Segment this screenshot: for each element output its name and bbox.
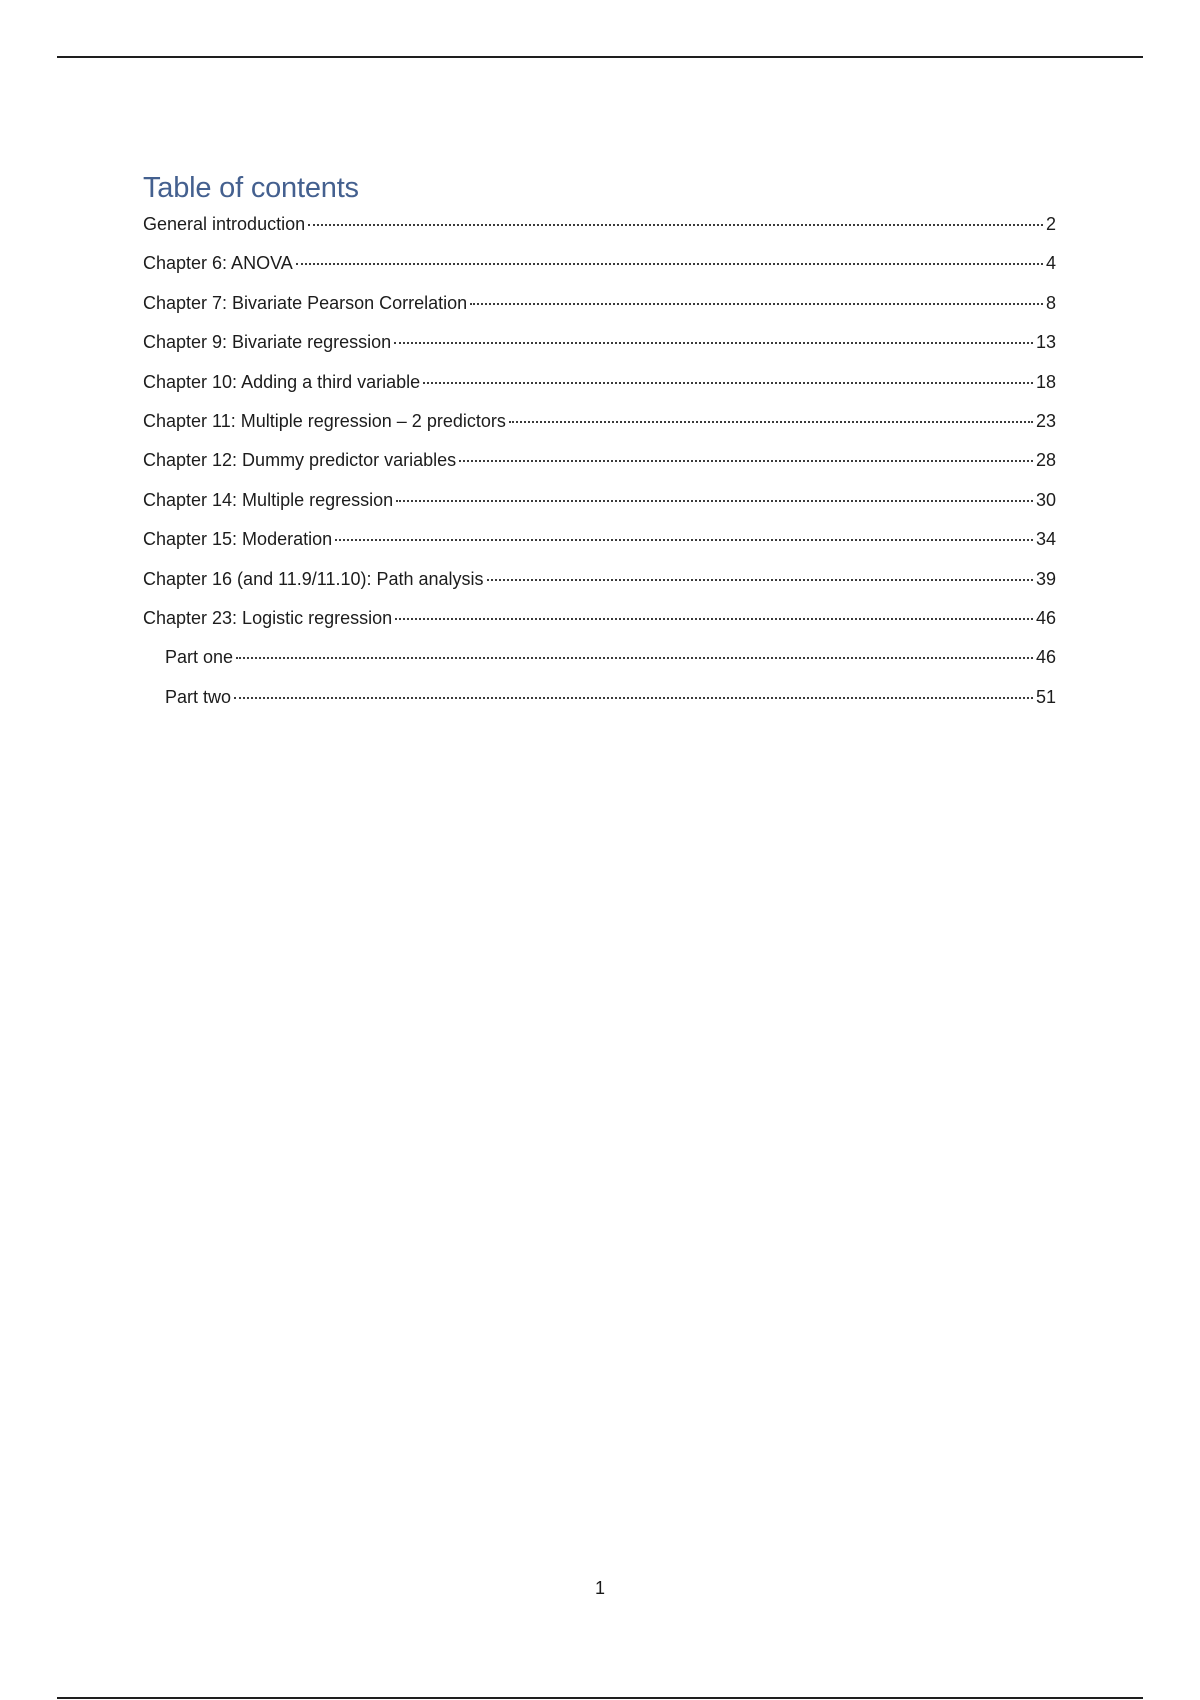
- toc-entry[interactable]: [143, 606, 1056, 645]
- toc-entry[interactable]: [143, 291, 1056, 330]
- toc-entry-label: General introduction: [143, 214, 306, 234]
- toc-entry-label: Chapter 16 (and 11.9/11.10): Path analysis: [143, 568, 484, 589]
- toc-dot-leader: [395, 618, 1033, 620]
- toc-dot-leader: [394, 342, 1033, 344]
- page-number: 1: [594, 1578, 605, 1598]
- toc-entry[interactable]: [143, 448, 1056, 487]
- toc-entry-label: Part one: [165, 647, 234, 668]
- toc-entry[interactable]: [143, 488, 1056, 527]
- toc-entry[interactable]: [143, 251, 1056, 290]
- toc-entry-label: Chapter 6: ANOVA: [143, 253, 293, 274]
- toc-entry-page: 46: [1035, 607, 1056, 628]
- toc-entry[interactable]: [143, 370, 1056, 409]
- toc-entry[interactable]: [143, 409, 1056, 448]
- toc-dot-leader: [335, 539, 1033, 541]
- toc-dot-leader: [487, 579, 1033, 581]
- toc-dot-leader: [236, 657, 1033, 659]
- toc-entry-label: Chapter 14: Multiple regression: [143, 489, 394, 510]
- toc-entry-label: Chapter 7: Bivariate Pearson Correlation: [143, 292, 468, 313]
- toc-entry-label: Chapter 15: Moderation: [143, 529, 333, 550]
- toc-entry-page: 13: [1035, 332, 1056, 353]
- toc-entry-label: Chapter 23: Logistic regression: [143, 607, 393, 628]
- toc-entry-page: 34: [1035, 529, 1056, 550]
- toc-entry-label: Chapter 10: Adding a third variable: [143, 371, 421, 392]
- toc-entry-page: 30: [1035, 489, 1056, 510]
- toc-entry-page: 18: [1035, 371, 1056, 392]
- toc-entry-page: 28: [1035, 450, 1056, 471]
- toc-entry-page: 4: [1045, 253, 1056, 274]
- toc-entry-label: Chapter 11: Multiple regression – 2 predictors: [143, 410, 506, 431]
- toc-entry-page: 2: [1045, 214, 1056, 234]
- toc-dot-leader: [470, 303, 1043, 305]
- toc-entry-page: 51: [1035, 686, 1056, 707]
- toc-title: Table of contents: [143, 172, 359, 204]
- toc-entry[interactable]: [143, 330, 1056, 369]
- toc-dot-leader: [234, 697, 1033, 699]
- toc-entry[interactable]: [143, 212, 1056, 251]
- footer-rule: [57, 1697, 1143, 1699]
- toc-list: [143, 212, 1056, 724]
- toc-dot-leader: [423, 382, 1033, 384]
- header-rule: [57, 56, 1143, 58]
- toc-entry-page: 23: [1035, 410, 1056, 431]
- toc-entry[interactable]: [143, 567, 1056, 606]
- toc-entry-page: 46: [1035, 647, 1056, 668]
- toc-entry-page: 39: [1035, 568, 1056, 589]
- table-of-contents: [143, 166, 1056, 724]
- toc-entry[interactable]: [143, 527, 1056, 566]
- toc-dot-leader: [459, 460, 1033, 462]
- toc-entry-page: 8: [1045, 292, 1056, 313]
- toc-entry-label: Chapter 12: Dummy predictor variables: [143, 450, 457, 471]
- toc-dot-leader: [296, 263, 1043, 265]
- toc-dot-leader: [308, 224, 1043, 226]
- toc-entry-label: Chapter 9: Bivariate regression: [143, 332, 392, 353]
- toc-subentry[interactable]: [143, 685, 1056, 724]
- toc-dot-leader: [509, 421, 1033, 423]
- toc-dot-leader: [396, 500, 1033, 502]
- toc-entry-label: Part two: [165, 686, 232, 707]
- toc-subentry[interactable]: [143, 645, 1056, 684]
